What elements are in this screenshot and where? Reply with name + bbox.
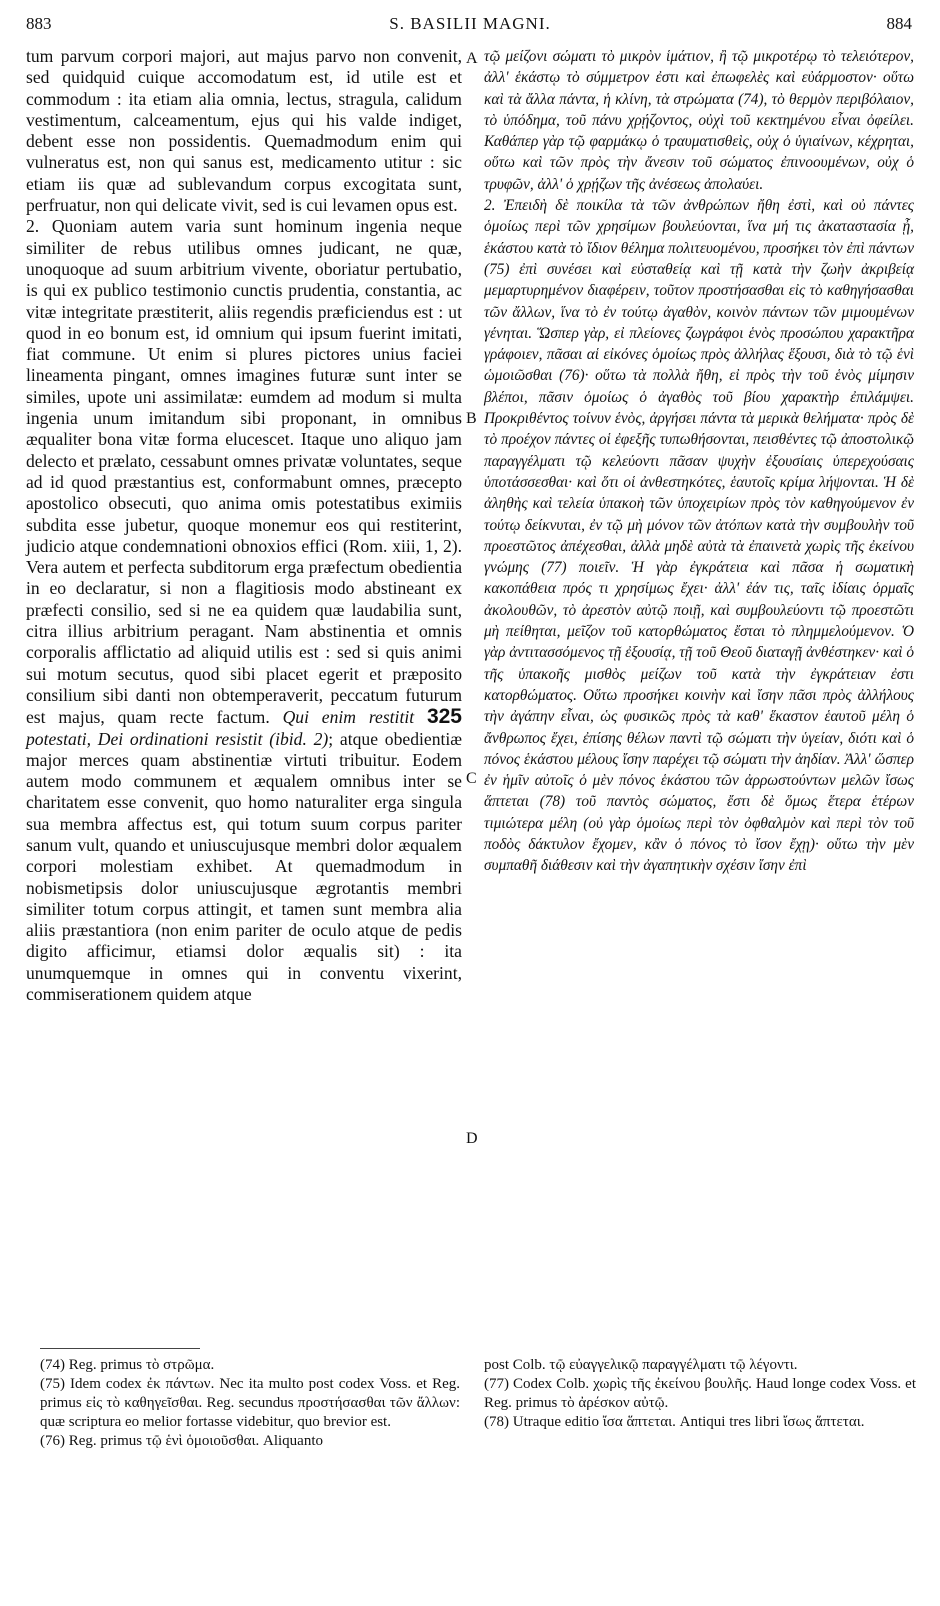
footnote-78: (78) Utraque editio ἴσα ἅπτεται. Antiqui tres libri ἴσως ἅπτεται.	[484, 1414, 865, 1430]
running-title: S. BASILII MAGNI.	[389, 14, 551, 33]
latin-paragraph-1: tum parvum corpori majori, aut majus parvo non convenit, sed quidquid cuique accomodatum est, id utile est et commodum : ita etiam alia omnia, lectus, stragula, calidum vestimentum, calceamentum, ejus qui his valde indiget, debent esse non possidentis. Quemadmodum enim qui vulneratus est, non qui sanus est, medicamento utitur : sic etiam iis quæ ad sublevandum corpus excogitata sunt, perfruatur, non qui delicate vivit, sed is cui levamen opus est.	[26, 46, 462, 216]
latin-paragraph-2-text: 2. Quoniam autem varia sunt hominum ingenia neque similiter de rebus utilibus omnes judicant, ne quæ, unoquoque ad suum arbitrium vivente, oboriatur pertubatio, is qui ex publico testimonio cunctis prudentia, constantia, ac vitæ integritate præstiterit, aliis regendis præficiendus est : ut quod in eo bonum est, id omnium qui ipsum fuerint imitati, fiat commune. Ut enim si plures pictores unius faciei lineamenta pingant, omnes imagines futuræ sunt inter se similes, upote uni assimilatæ: eumdem ad modum si multa ingenia unum imitandum sibi proponant, in omnibus æqualiter bona vitæ forma elucescet. Itaque uno aliquo jam delecto et prælato, cessabunt omnes privatæ voluntates, seque ad id quod præstantius est, conformabunt omnes, præcepto apostolico obsecuti, quo anima omis potestatibus eximiis subdita esse jubetur, quoque monemur eos qui restiterint, judicio atque condemnationi obnoxios effici (Rom. xiii, 1, 2). Vera autem et perfecta subditorum erga præfectum obedientia in eo declaratur, si non a flagitiosis modo abstineant ex præfecti consilio, sed si ne ea quidem quæ laudabilia sunt, citra illius arbitrium peragant. Nam abstinentia et omnis corporalis afflictatio ad aliquid utilis est : sed si quis animi sui motum secutus, quod sibi placet egerit et præposito consilium sibi danti non obtemperaverit, peccatum futurum est majus, quam recte factum.	[26, 216, 462, 728]
footnotes-left	[40, 1356, 460, 1451]
scripture-quote-start: Qui enim restitit	[282, 707, 415, 728]
margin-letter-b: B	[466, 410, 477, 427]
footnotes-right	[484, 1356, 916, 1432]
footnote-75: (75) Idem codex ἐκ πάντων. Nec ita multo post codex Voss. et Reg. primus εἰς τὸ καθηγεῖσθαι. Reg. secundus προστήσασθαι τῶν ἄλλων: quæ scriptura eo melior fortasse videbitur, quo brevior est.	[40, 1376, 460, 1430]
latin-paragraph-2-continued: ; atque obedientiæ major merces quam abstinentiæ virtuti tribuitur. Eodem autem modo communem et æqualem omnibus inter se charitatem esse convenit, quo homo naturaliter erga singula sua membra affectus est, qui totum suum corpus pariter sanum vult, quando et uniuscujusque membri dolor æqualem corpori molestiam exhibet. At quemadmodum in nobismetipsis dolor uniuscujusque ægrotantis membri similiter totum corpus attingit, et tamen sunt membra alia aliis præstantiora (non enim pariter de oculo atque de pedis digito afficimur, etiamsi dolor æqualis sit) : ita unumquemque in omnes qui in conventu vixerint, commiserationem quidem atque	[26, 728, 462, 1005]
column-number: 325	[426, 705, 462, 729]
footnote-76: (76) Reg. primus τῷ ἑνὶ ὁμοιοῦσθαι. Aliquanto	[40, 1433, 324, 1449]
greek-paragraph-2: 2. Ἐπειδὴ δὲ ποικίλα τὰ τῶν ἀνθρώπων ἤθη ἐστὶ, καὶ οὐ πάντες ὁμοίως περὶ τῶν χρησίμων βουλεύονται, ἵνα μή τις ἀκαταστασία ᾖ, ἑκάστου κατὰ τὸ ἴδιον θέλημα πολιτευομένου, προσήκει τὸν ἐπὶ πάντων (75) ἐπὶ συνέσει καὶ εὐσταθείᾳ καὶ τῇ κατὰ τὴν ζωὴν ἀκριβείᾳ μεμαρτυρημένον διαφέρειν, τοῦτον προστήσασθαι εἰς τὸ καθηγήσασθαι τῶν ἄλλων, ἵνα τὸ ἐν τούτῳ ἀγαθὸν, κοινὸν πάντων τῶν μιμουμένων γένηται. Ὥσπερ γὰρ, εἰ πλείονες ζωγράφοι ἑνὸς προσώπου χαρακτῆρα γράφοιεν, πᾶσαι αἱ εἰκόνες ὁμοίως πρὸς ἀλλήλας ἕξουσι, διὰ τὸ τῷ ἑνὶ ὡμοιῶσθαι (76)· οὕτω τὰ πολλὰ ἤθη, εἰ πρὸς τὴν τοῦ ἑνὸς μίμησιν βλέποι, πᾶσιν ὁμοίως ὁ ἀγαθὸς τοῦ βίου χαρακτὴρ ἐπιλάμψει. Προκριθέντος τοίνυν ἑνὸς, ἀργήσει πάντα τὰ μερικὰ θελήματα· πρὸς δὲ τὸ προέχον πάντες οἱ ἐφεξῆς τυπωθήσονται, πεισθέντες τῷ ἀποστολικῷ παραγγέλματι τῷ κελεύοντι πᾶσαν ψυχὴν ἐξουσίαις ὑπερεχούσαις ὑποτάσσεσθαι· καὶ ὅτι οἱ ἀνθεστηκότες, ἑαυτοῖς κρίμα λήψονται. Ἡ δὲ ἀληθὴς καὶ τελεία ὑπακοὴ τῶν ὑποχειρίων πρὸς τὸν καθηγούμενον ἐν τούτῳ δείκνυται, ἐν τῷ μὴ μόνον τῶν ἀτόπων κατὰ τὴν συμβουλὴν τοῦ προεστῶτος ἀπέχεσθαι, ἀλλὰ μηδὲ αὐτὰ τὰ ἐπαινετὰ χωρὶς τῆς ἐκείνου γνώμης (77) ποιεῖν. Ἡ γὰρ ἐγκράτεια καὶ πᾶσα ἡ σωματικὴ κακοπάθεια πρός τι χρησίμως ἔχει· ἀλλ' ἐάν τις, ταῖς ἰδίαις ὁρμαῖς ἀκολουθῶν, τὸ ἀρεστὸν αὐτῷ ποιῇ, καὶ συμβουλεύοντι τῷ προεστῶτι μὴ πείθηται, μεῖζον τοῦ κατορθώματος ἔσται τὸ πλημμελούμενον. Ὁ γὰρ ἀντιτασσόμενος τῇ ἐξουσίᾳ, τῇ τοῦ Θεοῦ διαταγῇ ἀνθέστηκεν· καὶ ὁ τῆς ὑπακοῆς μισθὸς μείζων τοῦ κατὰ τὴν ἐγκράτειαν ἐστι κατορθώματος. Οὕτω προσήκει κοινὴν καὶ ἴσην πᾶσι πρὸς ἀλλήλους τὴν ἀγάπην εἶναι, ὡς φυσικῶς πρὸς τὰ καθ' ἕκαστον ἑαυτοῦ μέλη ὁ ἄνθρωπος ἔχει, ἐπίσης θέλων παντὶ τῷ σώματι τὴν ὑγείαν, διότι καὶ ὁ πόνος ἑκάστου μέλους ἴσην παρέχει τῷ σώματι τὴν ἀηδίαν. Ἀλλ' ὥσπερ ἐν ἡμῖν αὐτοῖς ὁ μὲν πόνος ἑκάστου τῶν ἀρρωστούντων μελῶν ἴσως ἅπτεται (78) τοῦ παντὸς σώματος, ἔστι δὲ ὅμως ἕτερα ἑτέρων τιμιώτερα μέλη (οὐ γὰρ ὁμοίως περὶ τὸν ὀφθαλμὸν καὶ περὶ τὸν τοῦ ποδὸς δάκτυλον ἔχομεν, κἂν ὁ πόνος τὸ ἴσον ἔχῃ)· οὕτω τὴν μὲν συμπαθῆ διάθεσιν καὶ τὴν ἀγαπητικὴν σχέσιν ἴσην ἐπὶ	[484, 197, 914, 875]
page-number-right: 884	[886, 14, 912, 33]
footnote-divider	[40, 1348, 200, 1349]
scripture-quote-end: potestati, Dei ordinationi resistit (ibid. 2)	[26, 728, 329, 749]
latin-column	[26, 46, 462, 1005]
page-number-left: 883	[26, 14, 52, 33]
footnote-76-continued: post Colb. τῷ εὐαγγελικῷ παραγγέλματι τῷ λέγοντι.	[484, 1357, 798, 1373]
footnote-77: (77) Codex Colb. χωρὶς τῆς ἐκείνου βουλῆς. Haud longe codex Voss. et Reg. primus τὸ ἀρέσκον αὐτῷ.	[484, 1376, 916, 1411]
footnote-74: (74) Reg. primus τὸ στρῶμα.	[40, 1357, 215, 1373]
greek-column	[484, 46, 914, 877]
latin-paragraph-2	[26, 216, 462, 1005]
margin-letter-c: C	[466, 770, 477, 787]
margin-letter-d: D	[466, 1130, 478, 1147]
margin-letter-a: A	[466, 50, 478, 67]
greek-paragraph-1: τῷ μείζονι σώματι τὸ μικρὸν ἱμάτιον, ἢ τῷ μικροτέρῳ τὸ τελειότερον, ἀλλ' ἑκάστῳ τὸ σύμμετρον ἐστι καὶ ἐπωφελὲς καὶ εὐάρμοστον· οὕτω καὶ τὰ ἄλλα πάντα, ἡ κλίνη, τὰ στρώματα (74), τὸ θερμὸν περιβόλαιον, τὸ ὑπόδημα, τοῦ πάνυ χρῄζοντος, οὐχὶ τοῦ κεκτημένου εἶναι ὀφείλει. Καθάπερ γὰρ τῷ φαρμάκῳ ὁ τραυματισθεὶς, οὐχ ὁ ὑγιαίνων, κέχρηται, οὕτω καὶ τῶν πρὸς τὴν ἄνεσιν τοῦ σώματος ἐπινοουμένων, οὐχ ὁ τρυφῶν, ἀλλ' ὁ χρῄζων τῆς ἀνέσεως ἀπολαύει.	[484, 48, 914, 193]
